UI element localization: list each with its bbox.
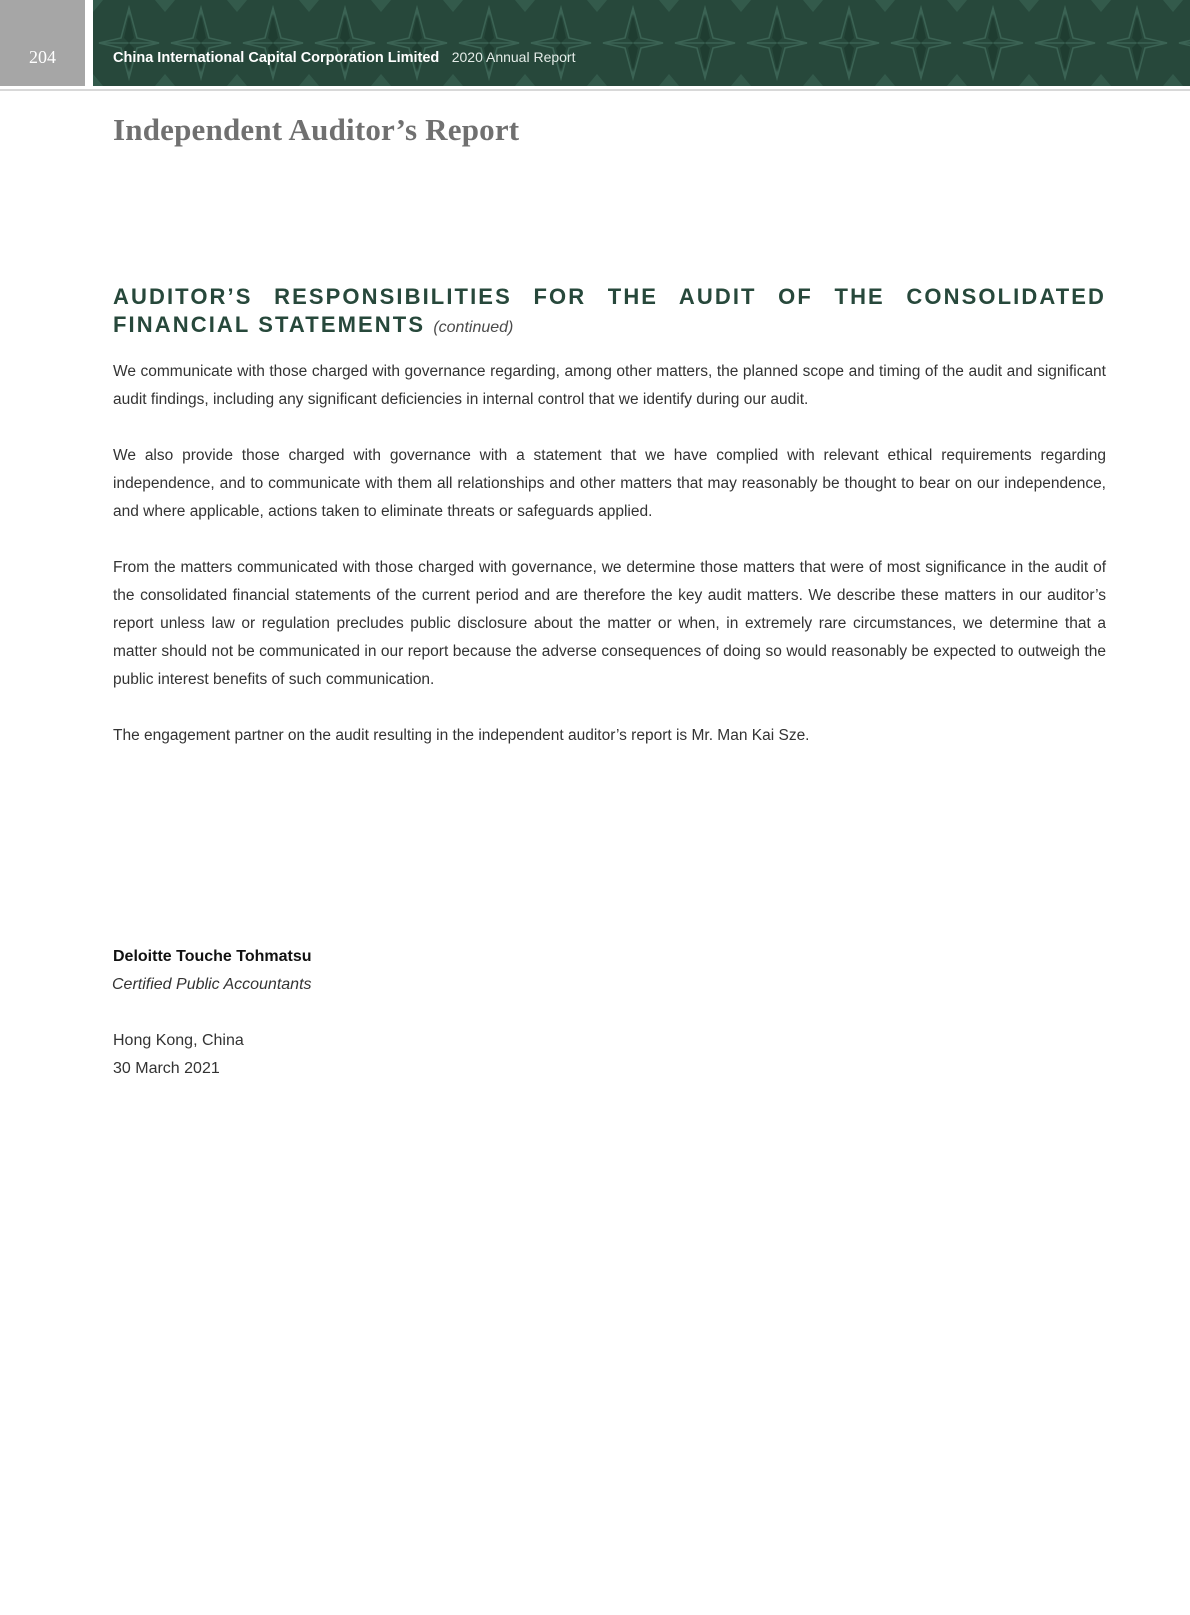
banner-pattern: [93, 0, 1190, 86]
page-number-text: 204: [29, 46, 56, 67]
signing-date: 30 March 2021: [113, 1060, 220, 1077]
report-name: 2020 Annual Report: [451, 49, 576, 65]
page-number: [0, 0, 85, 86]
banner-caption: [113, 49, 575, 67]
header-banner: [93, 0, 1190, 86]
section-heading: [113, 283, 1106, 342]
paragraph: We also provide those charged with governance with a statement that we have complied with relevant ethical requirements regarding independence, and to communicate with them all relationships and other matters that may reasonably be thought to bear on our independence, and where applicable, actions taken to eliminate threats or safeguards applied.: [113, 447, 1106, 520]
signing-firm-title: Certified Public Accountants: [112, 976, 312, 993]
paragraph: The engagement partner on the audit resulting in the independent auditor’s report is Mr. Man Kai Sze.: [113, 727, 810, 744]
paragraph: We communicate with those charged with governance regarding, among other matters, the planned scope and timing of the audit and significant audit findings, including any significant deficiencies in internal control that we identify during our audit.: [113, 363, 1106, 408]
signing-firm: Deloitte Touche Tohmatsu: [113, 948, 312, 965]
main-content: [113, 283, 1106, 750]
page-title: Independent Auditor’s Report: [113, 112, 520, 147]
signing-place: Hong Kong, China: [113, 1032, 244, 1049]
signature-block: [113, 943, 312, 1083]
section-heading-text: AUDITOR’S RESPONSIBILITIES FOR THE AUDIT OF THE CONSOLIDATED FINANCIAL STATEMENTS: [113, 284, 1106, 337]
paragraph: From the matters communicated with those charged with governance, we determine those matters that were of most significance in the audit of the consolidated financial statements of the current period and are therefore the key audit matters. We describe these matters in our auditor’s report unless law or regulation precludes public disclosure about the matter or when, in extremely rare circumstances, we determine that a matter should not be communicated in our report because the adverse consequences of doing so would reasonably be expected to outweigh the public interest benefits of such communication.: [113, 559, 1106, 688]
header-divider: [0, 89, 1190, 91]
continued-label: (continued): [433, 319, 514, 336]
company-name: China International Capital Corporation Limited: [113, 50, 440, 66]
